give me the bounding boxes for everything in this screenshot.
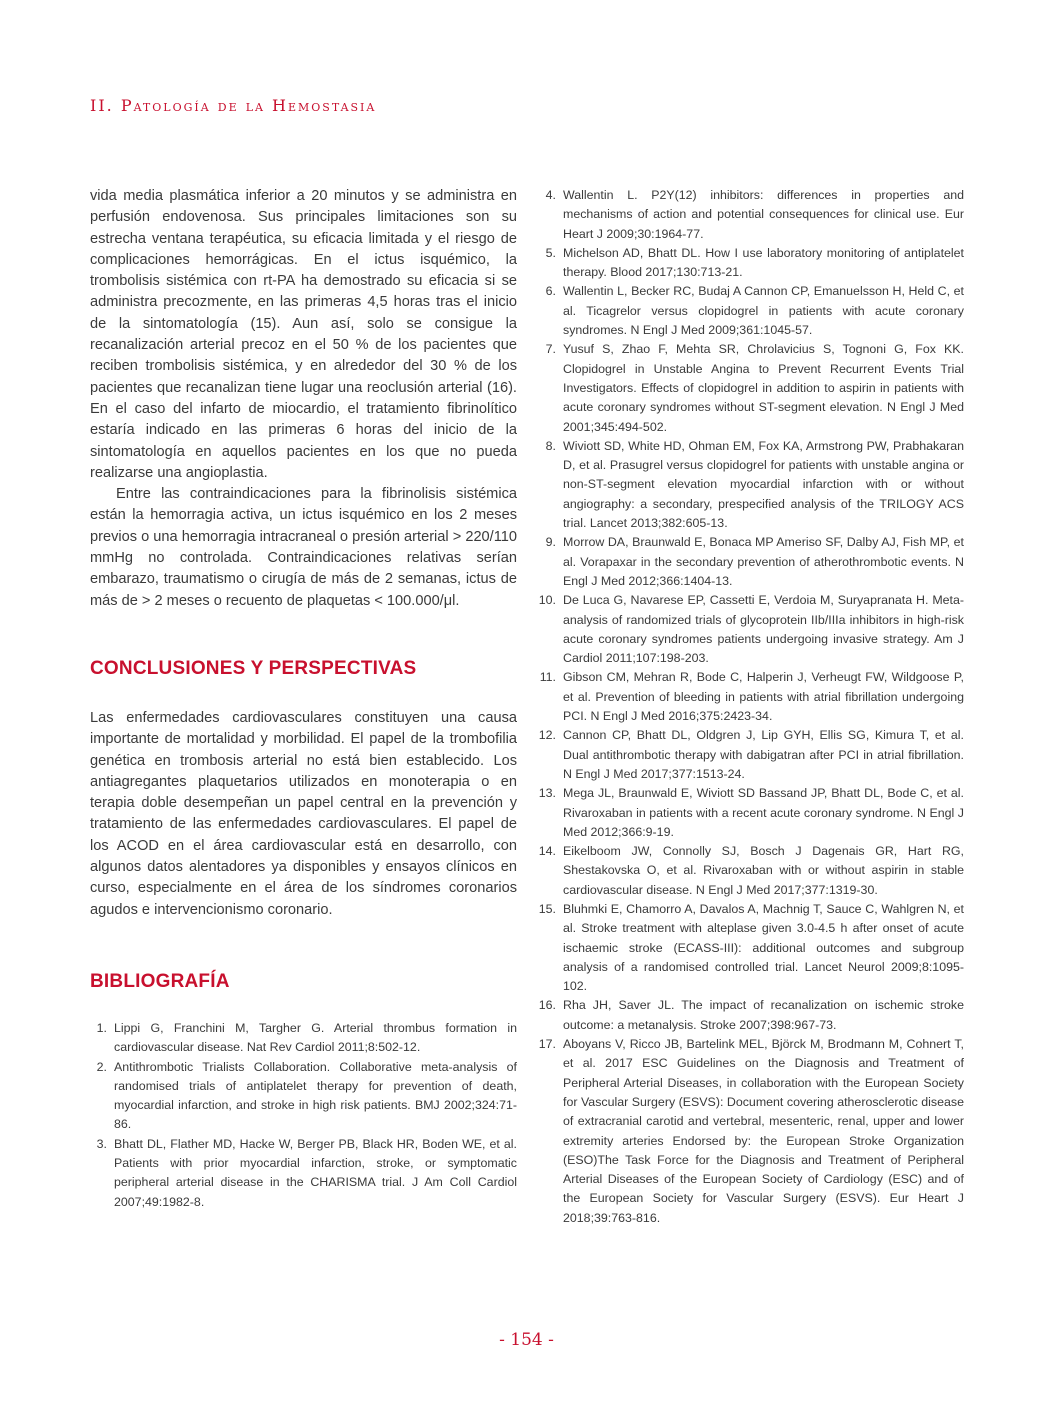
running-header: II. Patología de la Hemostasia bbox=[90, 96, 377, 115]
reference-text: Bhatt DL, Flather MD, Hacke W, Berger PB, Black HR, Boden WE, et al. Patients with prior myocardial infarction, stroke, or symptomatic peripheral arterial disease in the CHARISMA trial. J Am Coll Cardiol 2007;49:1982-8. bbox=[114, 1136, 517, 1209]
reference-list-continued bbox=[536, 186, 964, 1228]
reference-item bbox=[536, 900, 964, 996]
reference-number: 7. bbox=[545, 342, 556, 357]
reference-text: Michelson AD, Bhatt DL. How I use laboratory monitoring of antiplatelet therapy. Blood 2017;130:713-21. bbox=[563, 245, 964, 280]
reference-item bbox=[536, 533, 964, 591]
reference-text: Yusuf S, Zhao F, Mehta SR, Chrolavicius S, Tognoni G, Fox KK. Clopidogrel in Unstable Angina to Prevent Recurrent Events Trial Investigators. Effects of clopidogrel in addition to aspirin in patients with acute coronary syndromes without ST-segment elevation. N Engl J Med 2001;345:494-502. bbox=[563, 342, 964, 434]
reference-number: 2. bbox=[96, 1059, 107, 1074]
reference-item bbox=[536, 437, 964, 533]
reference-item bbox=[536, 1035, 964, 1228]
reference-number: 4. bbox=[545, 188, 556, 202]
reference-text: Wallentin L. P2Y(12) inhibitors: differences in properties and mechanisms of action and potential consequences for clinical use. Eur Heart J 2009;30:1964-77. bbox=[563, 188, 964, 241]
reference-number: 14. bbox=[538, 844, 556, 859]
reference-item bbox=[536, 842, 964, 900]
reference-number: 6. bbox=[545, 284, 556, 299]
body-paragraph: vida media plasmática inferior a 20 minutos y se administra en perfusión endovenosa. Sus principales limitaciones son su estrecha ventana terapéutica, su eficacia limitada y el riesgo de complicaciones hemorrágicas. En el ictus isquémico, la trombolisis sistémica con rt-PA ha demostrado su eficacia si se administra precozmente, en las primeras 4,5 horas tras el inicio de la sintomatología (15). Aun así, solo se consigue la recanalización arterial precoz en el 50 % de los pacientes que reciben trombolisis sistémica, y en alrededor del 30 % de los pacientes que recanalizan tiene lugar una reoclusión arterial (16). En el caso del infarto de miocardio, el tratamiento fibrinolítico estaría indicado en las primeras 6 horas del inicio de la sintomatología en aquellos pacientes en los que no pueda realizarse una angioplastia. bbox=[90, 188, 517, 481]
reference-number: 9. bbox=[545, 535, 556, 550]
reference-text: Lippi G, Franchini M, Targher G. Arterial thrombus formation in cardiovascular disease. Nat Rev Cardiol 2011;8:502-12. bbox=[114, 1020, 517, 1055]
conclusions-paragraph: Las enfermedades cardiovasculares constituyen una causa importante de mortalidad y morbilidad. El papel de la trombofilia genética en trombosis arterial no está bien establecido. Los antiagregantes plaquetarios utilizados en monoterapia o en terapia doble desempeñan un papel central en la prevención y tratamiento de las enfermedades cardiovasculares. El papel de los ACOD en el área cardiovascular está en desarrollo, con algunos datos alentadores ya disponibles y ensayos clínicos en curso, especialmente en el área de los síndromes coronarios agudos e intervencionismo coronario. bbox=[90, 709, 517, 918]
reference-item bbox=[536, 282, 964, 340]
reference-item bbox=[90, 1135, 517, 1212]
reference-text: Wiviott SD, White HD, Ohman EM, Fox KA, Armstrong PW, Prabhakaran D, et al. Prasugrel versus clopidogrel for patients with unstable angina or non-ST-segment elevation myocardial infarction with or without angiography: a secondary, prespecified analysis of the TRILOGY ACS trial. Lancet 2013;382:605-13. bbox=[563, 438, 964, 531]
reference-number: 17. bbox=[538, 1037, 556, 1052]
reference-list bbox=[90, 1019, 517, 1212]
reference-item bbox=[90, 1058, 517, 1135]
reference-text: Gibson CM, Mehran R, Bode C, Halperin J, Verheugt FW, Wildgoose P, et al. Prevention of bleeding in patients with atrial fibrillation undergoing PCI. N Engl J Med 2016;375:2423-34. bbox=[563, 670, 964, 724]
reference-text: Morrow DA, Braunwald E, Bonaca MP Ameriso SF, Dalby AJ, Fish MP, et al. Vorapaxar in the secondary prevention of atherothrombotic events. N Engl J Med 2012;366:1404-13. bbox=[563, 535, 964, 588]
reference-text: Bluhmki E, Chamorro A, Davalos A, Machnig T, Sauce C, Wahlgren N, et al. Stroke treatment with alteplase given 3.0-4.5 h after onset of acute ischaemic stroke (ECASS-III): additional outcomes and subgroup analysis of a randomised controlled trial. Lancet Neurol 2009;8:1095-102. bbox=[563, 901, 964, 994]
reference-item bbox=[536, 784, 964, 842]
reference-item bbox=[536, 244, 964, 283]
reference-item bbox=[536, 591, 964, 668]
body-paragraph: Entre las contraindicaciones para la fibrinolisis sistémica están la hemorragia activa, un ictus isquémico en los 2 meses previos o una hemorragia intracraneal o presión arterial > 220/110 mmHg no controlada. Contraindicaciones relativas serían embarazo, traumatismo o cirugía de más de 2 semanas, ictus de más de > 2 meses o recuento de plaquetas < 100.000/μl. bbox=[90, 486, 517, 609]
reference-item bbox=[536, 668, 964, 726]
reference-text: Antithrombotic Trialists Collaboration. Collaborative meta-analysis of randomised trials of antiplatelet therapy for prevention of death, myocardial infarction, and stroke in high risk patients. BMJ 2002;324:71-86. bbox=[114, 1059, 517, 1132]
reference-text: De Luca G, Navarese EP, Cassetti E, Verdoia M, Suryapranata H. Meta-analysis of randomized trials of glycoprotein IIb/IIIa inhibitors in high-risk acute coronary syndromes patients undergoing invasive strategy. Am J Cardiol 2011;107:198-203. bbox=[563, 593, 964, 666]
reference-item bbox=[536, 340, 964, 436]
conclusions-heading: CONCLUSIONES Y PERSPECTIVAS bbox=[90, 657, 417, 679]
reference-text: Cannon CP, Bhatt DL, Oldgren J, Lip GYH, Ellis SG, Kimura T, et al. Dual antithrombotic therapy with dabigatran after PCI in atrial fibrillation. N Engl J Med 2017;377:1513-24. bbox=[563, 728, 964, 781]
reference-number: 12. bbox=[538, 728, 556, 743]
reference-text: Wallentin L, Becker RC, Budaj A Cannon CP, Emanuelsson H, Held C, et al. Ticagrelor versus clopidogrel in patients with acute coronary syndromes. N Engl J Med 2009;361:1045-57. bbox=[563, 284, 964, 338]
reference-item bbox=[90, 1019, 517, 1058]
reference-text: Rha JH, Saver JL. The impact of recanalization on ischemic stroke outcome: a metanalysis. Stroke 2007;398:967-73. bbox=[563, 998, 964, 1032]
left-column bbox=[90, 186, 517, 1212]
reference-number: 10. bbox=[538, 593, 556, 608]
reference-number: 13. bbox=[538, 786, 556, 801]
bibliography-heading: BIBLIOGRAFÍA bbox=[90, 970, 230, 992]
reference-item bbox=[536, 996, 964, 1035]
reference-number: 16. bbox=[538, 998, 556, 1013]
page-number: - 154 - bbox=[499, 1330, 554, 1350]
right-column bbox=[536, 186, 964, 1228]
reference-text: Mega JL, Braunwald E, Wiviott SD Bassand JP, Bhatt DL, Bode C, et al. Rivaroxaban in patients with a recent acute coronary syndrome. N Engl J Med 2012;366:9-19. bbox=[563, 786, 964, 839]
reference-number: 8. bbox=[545, 438, 556, 453]
reference-number: 11. bbox=[539, 670, 556, 685]
reference-number: 15. bbox=[538, 901, 556, 916]
reference-item bbox=[536, 726, 964, 784]
reference-text: Eikelboom JW, Connolly SJ, Bosch J Dagenais GR, Hart RG, Shestakovska O, et al. Rivaroxaban with or without aspirin in stable cardiovascular disease. N Engl J Med 2017;377:1319-30. bbox=[563, 844, 964, 897]
reference-number: 5. bbox=[545, 245, 556, 260]
reference-text: Aboyans V, Ricco JB, Bartelink MEL, Björck M, Brodmann M, Cohnert T, et al. 2017 ESC Guidelines on the Diagnosis and Treatment of Peripheral Arterial Diseases, in collaboration with the European Society for Vascular Surgery (ESVS): Document covering atherosclerotic disease of extracranial carotid and vertebral, mesenteric, renal, upper and lower extremity arteries Endorsed by: the European Stroke Organization (ESO)The Task Force for the Diagnosis and Treatment of Peripheral Arterial Diseases of the European Society of Cardiology (ESC) and of the European Society for Vascular Surgery (ESVS). Eur Heart J 2018;39:763-816. bbox=[563, 1037, 964, 1225]
reference-number: 3. bbox=[96, 1136, 107, 1151]
reference-number: 1. bbox=[96, 1020, 107, 1035]
reference-item bbox=[536, 186, 964, 244]
